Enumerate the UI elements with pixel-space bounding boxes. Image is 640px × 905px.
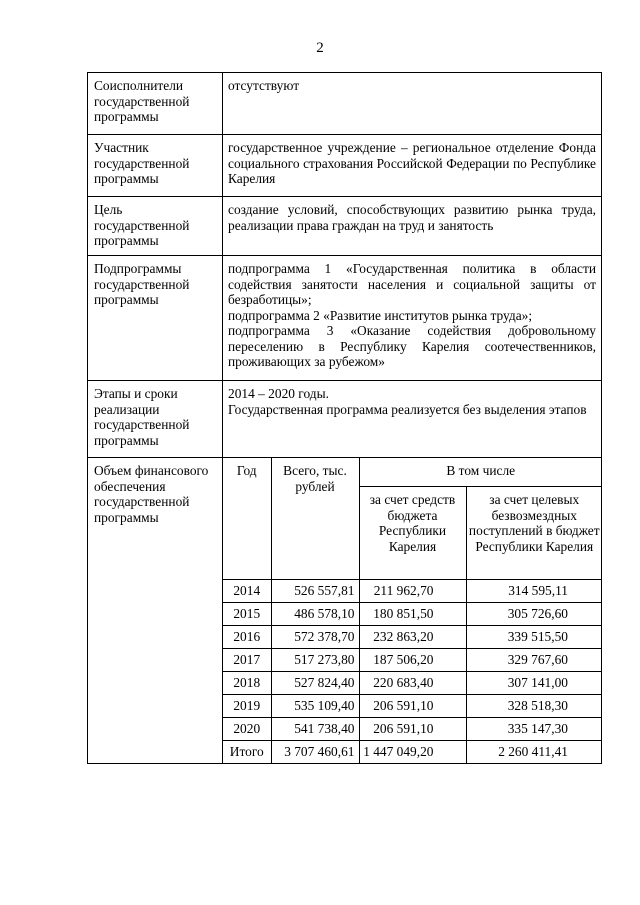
label-financing: Объем финансового обеспечения государственной программы (88, 458, 223, 764)
cell-year: 2014 (223, 580, 271, 603)
cell-year: Итого (223, 741, 271, 764)
header-year: Год (223, 458, 271, 580)
table-row (223, 626, 602, 649)
label-participant: Участник государственной программы (88, 135, 223, 197)
financing-table (223, 458, 602, 763)
header-total: Всего, тыс. рублей (271, 458, 359, 580)
table-row (223, 580, 602, 603)
cell-total: 527 824,40 (271, 672, 359, 695)
cell-targeted: 335 147,30 (466, 718, 602, 741)
value-participant: государственное учреждение – региональное отделение Фонда социального страхования Российской Федерации по Республике Карелия (223, 135, 602, 197)
page-number: 2 (316, 40, 324, 56)
cell-budget: 180 851,50 (359, 603, 466, 626)
cell-budget: 206 591,10 (359, 718, 466, 741)
cell-budget: 211 962,70 (359, 580, 466, 603)
program-passport-table (87, 72, 602, 764)
row-coexecutors (88, 73, 602, 135)
header-targeted: за счет целевых безвозмездных поступлений в бюджет Республики Карелия (466, 487, 602, 580)
cell-targeted: 314 595,11 (466, 580, 602, 603)
cell-budget: 206 591,10 (359, 695, 466, 718)
cell-year: 2018 (223, 672, 271, 695)
cell-year: 2020 (223, 718, 271, 741)
cell-budget: 187 506,20 (359, 649, 466, 672)
header-budget: за счет средств бюджета Республики Карелия (359, 487, 466, 580)
row-financing (88, 458, 602, 764)
cell-targeted: 2 260 411,41 (466, 741, 602, 764)
cell-year: 2017 (223, 649, 271, 672)
cell-targeted: 307 141,00 (466, 672, 602, 695)
label-coexecutors: Соисполнители государственной программы (88, 73, 223, 135)
row-stages (88, 381, 602, 458)
table-row (223, 695, 602, 718)
cell-budget: 220 683,40 (359, 672, 466, 695)
value-subprograms (223, 256, 602, 381)
cell-budget: 1 447 049,20 (359, 741, 466, 764)
cell-year: 2015 (223, 603, 271, 626)
stages-note: Государственная программа реализуется без выделения этапов (228, 401, 587, 417)
label-subprograms: Подпрограммы государственной программы (88, 256, 223, 381)
table-row-total (223, 741, 602, 764)
label-goal: Цель государственной программы (88, 197, 223, 256)
subprogram-3: подпрограмма 3 «Оказание содействия добровольному переселению в Республику Карелия соотечественников, проживающих за рубежом» (228, 323, 596, 369)
table-row (223, 718, 602, 741)
financing-header-row (223, 458, 602, 487)
table-row (223, 603, 602, 626)
subprogram-1: подпрограмма 1 «Государственная политика в области содействия занятости населения и социальной защиты от безработицы»; (228, 261, 596, 307)
table-row (223, 672, 602, 695)
value-stages (223, 381, 602, 458)
header-including: В том числе (359, 458, 602, 487)
cell-total: 541 738,40 (271, 718, 359, 741)
cell-total: 572 378,70 (271, 626, 359, 649)
cell-year: 2019 (223, 695, 271, 718)
row-goal (88, 197, 602, 256)
cell-total: 535 109,40 (271, 695, 359, 718)
financing-cell (223, 458, 602, 764)
value-goal: создание условий, способствующих развитию рынка труда, реализации права граждан на труд и занятость (223, 197, 602, 256)
cell-targeted: 328 518,30 (466, 695, 602, 718)
cell-total: 486 578,10 (271, 603, 359, 626)
cell-budget: 232 863,20 (359, 626, 466, 649)
cell-targeted: 329 767,60 (466, 649, 602, 672)
stages-period: 2014 – 2020 годы. (228, 386, 329, 401)
cell-year: 2016 (223, 626, 271, 649)
cell-total: 3 707 460,61 (271, 741, 359, 764)
label-stages: Этапы и сроки реализации государственной программы (88, 381, 223, 458)
row-subprograms (88, 256, 602, 381)
subprogram-2: подпрограмма 2 «Развитие институтов рынка труда»; (228, 307, 533, 323)
value-coexecutors: отсутствуют (223, 73, 602, 135)
table-row (223, 649, 602, 672)
cell-targeted: 339 515,50 (466, 626, 602, 649)
cell-targeted: 305 726,60 (466, 603, 602, 626)
cell-total: 517 273,80 (271, 649, 359, 672)
row-participant (88, 135, 602, 197)
cell-total: 526 557,81 (271, 580, 359, 603)
